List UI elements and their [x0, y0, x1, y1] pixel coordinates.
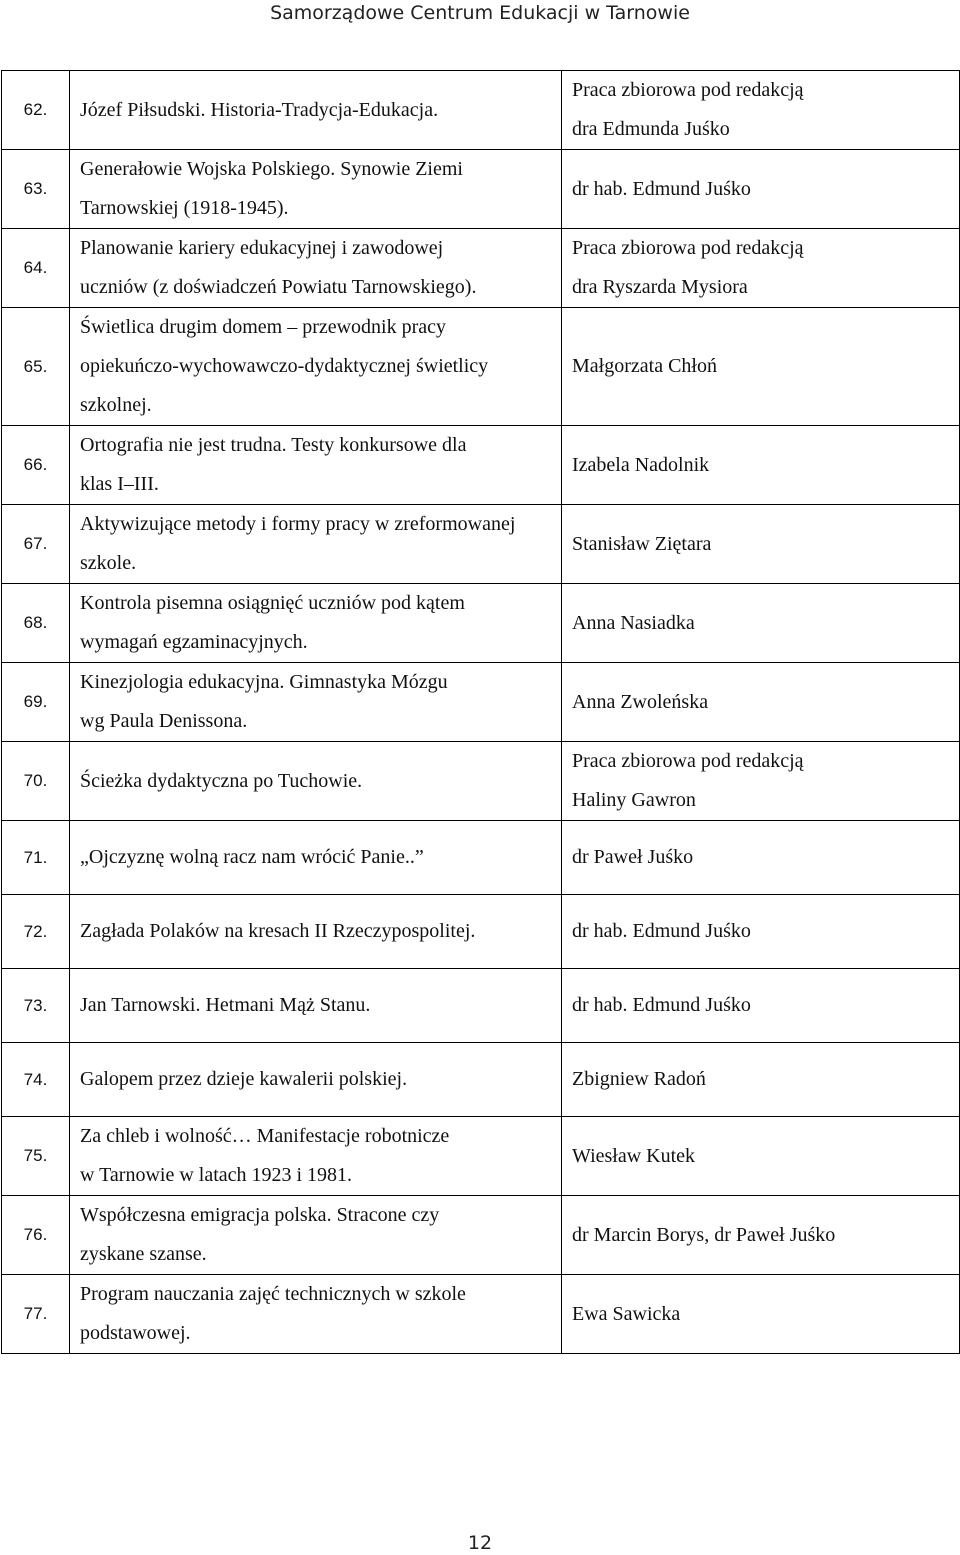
author-line: dr Marcin Borys, dr Paweł Juśko	[572, 1223, 836, 1246]
author-line: Wiesław Kutek	[572, 1144, 696, 1167]
title-line: Józef Piłsudski. Historia-Tradycja-Edukacja.	[80, 98, 439, 121]
title-line: Jan Tarnowski. Hetmani Mąż Stanu.	[80, 994, 371, 1016]
row-number: 74.	[2, 1043, 70, 1117]
row-number: 75.	[2, 1117, 70, 1196]
author-line: Anna Zwoleńska	[572, 690, 709, 713]
title-line: wymagań egzaminacyjnych.	[80, 631, 308, 653]
table-row	[2, 584, 960, 663]
title-line: Kontrola pisemna osiągnięć uczniów pod kątem	[80, 592, 465, 614]
title-line: Galopem przez dzieje kawalerii polskiej.	[80, 1068, 408, 1090]
row-number: 76.	[2, 1196, 70, 1275]
table-row	[2, 505, 960, 584]
table-row	[2, 150, 960, 229]
row-number: 71.	[2, 821, 70, 895]
title-line: uczniów (z doświadczeń Powiatu Tarnowskiego).	[80, 276, 477, 298]
publication-title	[70, 505, 562, 584]
table-row	[2, 308, 960, 426]
author-line: Haliny Gawron	[572, 789, 696, 811]
author-line: Małgorzata Chłoń	[572, 355, 717, 377]
publication-title	[70, 71, 562, 150]
title-line: Tarnowskiej (1918-1945).	[80, 197, 289, 219]
publication-title	[70, 1275, 562, 1354]
title-line: wg Paula Denissona.	[80, 710, 248, 732]
table-row	[2, 426, 960, 505]
publication-author	[562, 505, 960, 584]
table-row	[2, 742, 960, 821]
publication-author	[562, 229, 960, 308]
publication-author	[562, 150, 960, 229]
author-line: dra Ryszarda Mysiora	[572, 276, 748, 298]
row-number: 70.	[2, 742, 70, 821]
title-line: opiekuńczo-wychowawczo-dydaktycznej świetlicy	[80, 355, 489, 377]
publication-title	[70, 969, 562, 1043]
author-line: dr hab. Edmund Juśko	[572, 920, 751, 942]
table-row	[2, 663, 960, 742]
row-number: 62.	[2, 71, 70, 150]
title-line: podstawowej.	[80, 1322, 191, 1344]
author-line: Zbigniew Radoń	[572, 1068, 706, 1090]
row-number: 72.	[2, 895, 70, 969]
publication-title	[70, 308, 562, 426]
title-line: Ortografia nie jest trudna. Testy konkursowe dla	[80, 434, 467, 456]
row-number: 77.	[2, 1275, 70, 1354]
publication-author	[562, 663, 960, 742]
title-line: Aktywizujące metody i formy pracy w zreformowanej	[80, 513, 516, 535]
table-row	[2, 969, 960, 1043]
author-line: Praca zbiorowa pod redakcją	[572, 79, 804, 101]
publication-title	[70, 663, 562, 742]
author-line: Praca zbiorowa pod redakcją	[572, 750, 804, 772]
publication-author	[562, 1275, 960, 1354]
publication-title	[70, 821, 562, 895]
title-line: Współczesna emigracja polska. Stracone czy	[80, 1204, 440, 1226]
publication-author	[562, 426, 960, 505]
row-number: 69.	[2, 663, 70, 742]
publication-title	[70, 1196, 562, 1275]
title-line: szkolnej.	[80, 394, 152, 416]
publication-author	[562, 1043, 960, 1117]
title-line: Program nauczania zajęć technicznych w szkole	[80, 1283, 466, 1305]
publications-table	[1, 70, 960, 1354]
table-row	[2, 229, 960, 308]
publication-author	[562, 821, 960, 895]
title-line: Świetlica drugim domem – przewodnik pracy	[80, 316, 447, 338]
author-line: dr hab. Edmund Juśko	[572, 994, 751, 1016]
row-number: 63.	[2, 150, 70, 229]
publication-title	[70, 426, 562, 505]
title-line: Kinezjologia edukacyjna. Gimnastyka Mózgu	[80, 671, 448, 693]
table-row	[2, 1196, 960, 1275]
row-number: 65.	[2, 308, 70, 426]
publication-author	[562, 308, 960, 426]
publication-author	[562, 1196, 960, 1275]
table-row	[2, 821, 960, 895]
author-line: dr hab. Edmund Juśko	[572, 177, 751, 200]
publication-title	[70, 150, 562, 229]
publication-author	[562, 584, 960, 663]
author-line: Ewa Sawicka	[572, 1302, 681, 1325]
row-number: 64.	[2, 229, 70, 308]
page-number: 12	[467, 1532, 493, 1554]
publication-title	[70, 584, 562, 663]
publication-title	[70, 1043, 562, 1117]
table-row	[2, 1117, 960, 1196]
title-line: Generałowie Wojska Polskiego. Synowie Ziemi	[80, 158, 463, 180]
author-line: dra Edmunda Juśko	[572, 118, 730, 140]
publication-author	[562, 969, 960, 1043]
title-line: Zagłada Polaków na kresach II Rzeczypospolitej.	[80, 920, 476, 942]
publication-title	[70, 1117, 562, 1196]
publication-title	[70, 895, 562, 969]
table-row	[2, 1275, 960, 1354]
author-line: Stanisław Ziętara	[572, 532, 712, 555]
title-line: klas I–III.	[80, 473, 159, 495]
publication-author	[562, 895, 960, 969]
publication-title	[70, 742, 562, 821]
publication-author	[562, 742, 960, 821]
title-line: Ścieżka dydaktyczna po Tuchowie.	[80, 769, 363, 792]
page-header: Samorządowe Centrum Edukacji w Tarnowie	[270, 2, 690, 24]
title-line: Za chleb i wolność… Manifestacje robotnicze	[80, 1125, 450, 1147]
table-row	[2, 1043, 960, 1117]
author-line: dr Paweł Juśko	[572, 846, 694, 868]
row-number: 66.	[2, 426, 70, 505]
publication-author	[562, 1117, 960, 1196]
title-line: „Ojczyznę wolną racz nam wrócić Panie..”	[80, 846, 424, 868]
row-number: 68.	[2, 584, 70, 663]
table-row	[2, 895, 960, 969]
table-row	[2, 71, 960, 150]
author-line: Praca zbiorowa pod redakcją	[572, 237, 804, 259]
row-number: 67.	[2, 505, 70, 584]
author-line: Izabela Nadolnik	[572, 453, 710, 476]
title-line: w Tarnowie w latach 1923 i 1981.	[80, 1164, 353, 1186]
author-line: Anna Nasiadka	[572, 611, 695, 634]
row-number: 73.	[2, 969, 70, 1043]
publication-title	[70, 229, 562, 308]
table-body	[2, 71, 960, 1354]
title-line: Planowanie kariery edukacyjnej i zawodowej	[80, 237, 444, 259]
title-line: szkole.	[80, 552, 137, 574]
title-line: zyskane szanse.	[80, 1243, 207, 1265]
publication-author	[562, 71, 960, 150]
